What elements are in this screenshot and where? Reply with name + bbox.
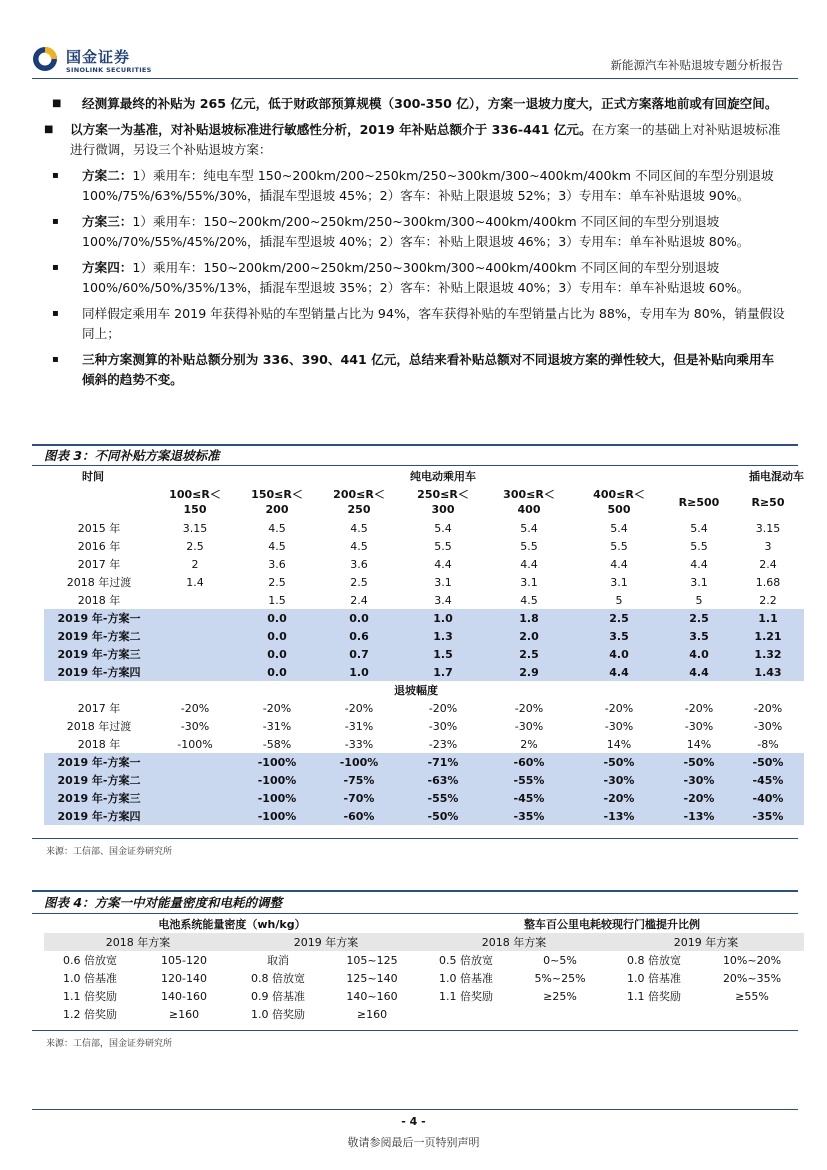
table-cell: -20% [684,701,714,715]
highlight-row [44,789,804,807]
decline-title: 退坡幅度 [394,684,438,697]
table-cell: 20%~35% [722,971,782,985]
table-cell: 取消 [267,954,289,967]
table-cell: ≥55% [735,989,769,1003]
table-cell: 4.0 [666,645,732,663]
table-cell: 0.6 [318,627,400,645]
table-cell: 0.9 倍基准 [251,990,305,1003]
table-cell: 1.5 [400,645,486,663]
range-header-line1: R≥50 [751,495,785,509]
table-cell: ≥160 [356,1007,388,1021]
bullet-4: ▪ 方案三：1）乘用车：150~200km/200~250km/250~300km/300~400km/400km 不同区间的车型分别退坡 100%/70%/55%/45%/20%，插混车型退坡 40%；2）客车：补贴上限退坡 46%；3）专用车：单车补贴退坡 80%。 [52,214,750,249]
table-cell: 2.4 [759,557,777,571]
row-label: 2019 年-方案四 [44,807,154,825]
table-cell: 0.0 [236,627,318,645]
table-cell: -23% [428,737,458,751]
table-cell: -100% [236,807,318,825]
highlight-row [44,609,804,627]
scheme-header: 2019 年方案 [608,933,804,951]
table-cell [154,771,236,789]
table-cell: 1.5 [268,593,286,607]
table-cell: -30% [666,771,732,789]
row-label: 2019 年-方案三 [44,789,154,807]
table-cell: -30% [604,719,634,733]
table4-title: 图表 4：方案一中对能量密度和电耗的调整 [44,895,283,910]
group-header-bev: 纯电动乘用车 [410,470,476,483]
table-cell: -45% [486,789,572,807]
bullet-text: 1）乘用车：纯电车型 150~200km/200~250km/250~300km/300~400km/400km 不同区间的车型分别退坡 100%/75%/63%/55%/30%，插混车型退坡 45%；2）客车：补贴上限退坡 52%；3）专用车：单车补贴退坡 90%。 [82,168,774,203]
table4-title-rule [32,913,798,914]
table-cell: 3.6 [350,557,368,571]
table-cell: -75% [318,771,400,789]
decline-title-row [44,681,804,699]
table-cell: 2.5 [572,609,666,627]
table-cell: 4.5 [268,521,286,535]
table-cell: -100% [318,753,400,771]
row-label: 2018 年过渡 [66,576,132,589]
table-cell: -70% [318,789,400,807]
table-cell [154,645,236,663]
table-cell: 0.8 倍放宽 [251,972,305,985]
row-label: 2019 年-方案四 [44,663,154,681]
table-cell: -100% [236,789,318,807]
table-cell: 1.43 [732,663,804,681]
table-cell: 1.1 倍奖励 [63,990,117,1003]
table-cell: 2.2 [759,593,777,607]
table-cell: -71% [400,753,486,771]
table-cell: 1.0 [318,663,400,681]
range-header [732,485,804,519]
disclaimer-note: 敬请参阅最后一页特别声明 [347,1136,480,1149]
table-cell: 2.4 [350,593,368,607]
table-row [44,699,804,717]
table-cell: -30% [428,719,458,733]
range-header [318,485,400,519]
page-number: - 4 - [401,1115,426,1128]
table-cell: 1.21 [732,627,804,645]
bullet-bold-text: 方案二： [82,168,133,183]
bullet-text: 1）乘用车：150~200km/200~250km/250~300km/300~400km/400km 不同区间的车型分别退坡 100%/60%/50%/35%/13%，插混车型退坡 35%；2）客车：补贴上限退坡 40%；3）专用车：单车补贴退坡 60%。 [82,260,750,295]
table-cell: -20% [604,701,634,715]
table-cell: 3.1 [690,575,708,589]
table-cell [608,1005,700,1023]
table-cell [154,789,236,807]
table-cell: -20% [344,701,374,715]
row-label: 2015 年 [77,522,121,535]
table-cell: 5.4 [690,521,708,535]
table-cell: 1.7 [400,663,486,681]
table-cell: -63% [400,771,486,789]
table-row [44,735,804,753]
table-cell: -30% [180,719,210,733]
scheme-header: 2019 年方案 [232,933,420,951]
table-cell: -13% [572,807,666,825]
table-cell: 0.8 倍放宽 [627,954,681,967]
table-cell: -60% [486,753,572,771]
table-cell: ≥160 [168,1007,200,1021]
table-cell [154,663,236,681]
range-header-line1: R≥500 [678,495,720,509]
table-cell: 5.5 [434,539,452,553]
row-label: 2016 年 [77,540,121,553]
report-title: 新能源汽车补贴退坡专题分析报告 [610,58,783,72]
table-cell: -30% [514,719,544,733]
row-label: 2019 年-方案一 [44,753,154,771]
range-header-line1: 250≤R＜ [417,488,469,501]
bullet-bold-text: 以方案一为基准，对补贴退坡标准进行敏感性分析，2019 年补贴总额介于 336-441 亿元。 [70,122,592,137]
table-cell: 0.5 倍放宽 [439,954,493,967]
row-label: 2019 年-方案一 [44,609,154,627]
table3-title: 图表 3：不同补贴方案退坡标准 [44,448,220,463]
range-header-line1: 300≤R＜ [503,488,555,501]
range-header [572,485,666,519]
table-cell: -55% [400,789,486,807]
table-cell: 1.2 倍奖励 [63,1008,117,1021]
col-header-time: 时间 [82,470,104,483]
group-header-power-consumption: 整车百公里电耗较现行门槛提升比例 [524,918,700,931]
table-cell: 5.5 [520,539,538,553]
table-cell: -8% [757,737,779,751]
table-cell: -30% [572,771,666,789]
table4-bottom-rule [32,1030,798,1031]
table-cell: 4.4 [666,663,732,681]
table-cell [154,627,236,645]
bullet-7: ▪ 三种方案测算的补贴总额分别为 336、390、441 亿元，总结来看补贴总额对不同退坡方案的弹性较大，但是补贴向乘用车倾斜的趋势不变。 [52,352,775,387]
bullet-bold-text: 方案三： [82,214,133,229]
table-cell: 105~125 [346,953,398,967]
empty-cell [44,681,154,699]
table-cell: 3.15 [755,521,781,535]
row-label: 2017 年 [77,702,121,715]
table-cell: 5.4 [610,521,628,535]
table-cell: 1.8 [486,609,572,627]
table-cell: 5 [615,593,623,607]
table-cell: 1.0 倍奖励 [251,1008,305,1021]
subsidy-standard-table [44,467,804,825]
table-subheader-row [44,933,804,951]
table-cell: -55% [486,771,572,789]
range-header-line2: 150 [183,503,207,516]
table-row [44,591,804,609]
range-header-line1: 200≤R＜ [333,488,385,501]
bullet-text: 同样假定乘用车 2019 年获得补贴的车型销量占比为 94%，客车获得补贴的车型销量占比为 88%，专用车为 80%，销量假设同上； [82,306,785,341]
table-cell [512,1005,608,1023]
table-cell: 5.4 [520,521,538,535]
table-cell: 1.4 [186,575,204,589]
table-cell: -20% [262,701,292,715]
table-cell: 2.0 [486,627,572,645]
energy-density-table [44,915,804,1023]
footer-divider [32,1109,798,1110]
table-cell: 1.1 [732,609,804,627]
table-cell: 3.5 [666,627,732,645]
table-cell: -20% [572,789,666,807]
table-cell: 1.1 倍奖励 [627,990,681,1003]
table-cell: 0.0 [236,663,318,681]
table-cell: 2.9 [486,663,572,681]
table-cell: -60% [318,807,400,825]
table-cell: 125~140 [346,971,398,985]
table-row [44,519,804,537]
table-cell: 4.4 [572,663,666,681]
logo-text-en: SINOLINK SECURITIES [66,66,152,74]
table-cell: 1.0 倍基准 [627,972,681,985]
table-cell: -20% [666,789,732,807]
table-cell: -100% [236,771,318,789]
range-header-line1: 150≤R＜ [251,488,303,501]
bullet-text: 1）乘用车：150~200km/200~250km/250~300km/300~400km/400km 不同区间的车型分别退坡 100%/70%/55%/45%/20%，插混车型退坡 40%；2）客车：补贴上限退坡 46%；3）专用车：单车补贴退坡 80%。 [82,214,750,249]
table-cell: 3.1 [520,575,538,589]
row-label: 2019 年-方案三 [44,645,154,663]
highlight-row [44,663,804,681]
range-header-line2: 400 [517,503,541,516]
range-header-line2: 200 [265,503,289,516]
row-label: 2018 年 [77,594,121,607]
highlight-row [44,627,804,645]
table-header-row [44,467,804,485]
bullet-5: ▪ 方案四：1）乘用车：150~200km/200~250km/250~300km/300~400km/400km 不同区间的车型分别退坡 100%/60%/50%/35%/13%，插混车型退坡 35%；2）客车：补贴上限退坡 40%；3）专用车：单车补贴退坡 60%。 [52,260,750,295]
table4-source: 来源：工信部，国金证券研究所 [46,1039,173,1049]
table-cell: 1.68 [755,575,781,589]
bullet-text: 在方案一的基础上对补贴退坡标准进行微调，另设三个补贴退坡方案： [70,122,781,157]
table-cell: 4.5 [350,539,368,553]
table-cell: -30% [684,719,714,733]
table-cell [154,609,236,627]
range-header-line1: 100≤R＜ [169,488,221,501]
table-cell: ≥25% [543,989,577,1003]
table-cell: 0.7 [318,645,400,663]
table-row [44,555,804,573]
table-cell: 4.4 [434,557,452,571]
table-cell: -40% [732,789,804,807]
page-header [0,0,827,78]
table-cell: 14% [606,737,632,751]
range-header-line2: 500 [607,503,631,516]
table-cell: 2 [191,557,199,571]
highlight-row [44,753,804,771]
table-cell: 5.5 [610,539,628,553]
logo-text-cn: 国金证券 [66,48,131,66]
table-cell: -31% [262,719,292,733]
table-cell: 3.15 [182,521,208,535]
table-cell: 4.5 [268,539,286,553]
table-cell: 2% [520,737,538,751]
table-cell: -35% [732,807,804,825]
table-cell: 14% [686,737,712,751]
table-cell: -20% [753,701,783,715]
table-cell [420,1005,512,1023]
table-cell [154,591,236,609]
table-cell: 4.5 [520,593,538,607]
range-header [666,485,732,519]
table-cell: -50% [666,753,732,771]
table-cell: 1.0 [400,609,486,627]
table-cell: 105-120 [161,953,207,967]
table-cell: -50% [400,807,486,825]
table-cell: 4.0 [572,645,666,663]
table-cell: 5.4 [434,521,452,535]
bullet-6: ▪ 同样假定乘用车 2019 年获得补贴的车型销量占比为 94%，客车获得补贴的车型销量占比为 88%，专用车为 80%，销量假设同上； [52,306,785,341]
highlight-row [44,771,804,789]
table-row [44,951,804,969]
table-cell: 2.5 [666,609,732,627]
highlight-row [44,645,804,663]
empty-cell [44,485,154,519]
group-header-phev: 插电混动车 [749,470,804,483]
table-row [44,1005,804,1023]
scheme-header: 2018 年方案 [44,933,232,951]
table-cell: -50% [732,753,804,771]
table-cell: 4.4 [690,557,708,571]
table-header-row [44,915,804,933]
table-cell: 0.6 倍放宽 [63,954,117,967]
bullet-section [46,94,786,396]
sinolink-logo-icon [32,46,58,72]
table-cell: 10%~20% [722,953,782,967]
table3-source: 来源：工信部、国金证券研究所 [46,847,173,857]
row-label: 2018 年 [77,738,121,751]
highlight-row [44,807,804,825]
table-cell: -100% [236,753,318,771]
table-cell: 4.4 [520,557,538,571]
table-cell: 2.5 [268,575,286,589]
row-label: 2017 年 [77,558,121,571]
table-cell: 5 [695,593,703,607]
header-divider [32,78,798,79]
bullet-2: ■ 以方案一为基准，对补贴退坡标准进行敏感性分析，2019 年补贴总额介于 336-441 亿元。在方案一的基础上对补贴退坡标准进行微调，另设三个补贴退坡方案： [44,122,781,157]
table-subheader-row [44,485,804,519]
row-label: 2019 年-方案二 [44,771,154,789]
table-cell: 2.5 [350,575,368,589]
table-cell: 5.5 [690,539,708,553]
table-cell: 3.5 [572,627,666,645]
table-cell: 1.32 [732,645,804,663]
table-cell: 1.0 倍基准 [439,972,493,985]
table-cell [154,753,236,771]
table-cell: 3.4 [434,593,452,607]
table-cell: 4.5 [350,521,368,535]
table-cell: -33% [344,737,374,751]
scheme-header: 2018 年方案 [420,933,608,951]
table-cell: 3.6 [268,557,286,571]
table-cell: -30% [753,719,783,733]
table-row [44,573,804,591]
table-cell: 1.1 倍奖励 [439,990,493,1003]
table-cell: -58% [262,737,292,751]
range-header [236,485,318,519]
table-cell: 4.4 [610,557,628,571]
table-row [44,969,804,987]
table-cell [154,807,236,825]
table-cell: 0.0 [318,609,400,627]
table-cell: 120-140 [161,971,207,985]
range-header [486,485,572,519]
range-header-line2: 250 [347,503,371,516]
table-cell: 3.1 [610,575,628,589]
table-cell: 140~160 [346,989,398,1003]
table-cell: 0.0 [236,645,318,663]
range-header-line2: 300 [431,503,455,516]
row-label: 2018 年过渡 [66,720,132,733]
table-row [44,537,804,555]
table-cell: 5%~25% [534,971,586,985]
table-cell: -35% [486,807,572,825]
bullet-3: ▪ 方案二：1）乘用车：纯电车型 150~200km/200~250km/250~300km/300~400km/400km 不同区间的车型分别退坡 100%/75%/63%/55%/30%，插混车型退坡 45%；2）客车：补贴上限退坡 52%；3）专用车：单车补贴退坡 90%。 [52,168,774,203]
table-cell: 1.0 倍基准 [63,972,117,985]
table-cell: -100% [177,737,213,751]
table-cell: -20% [514,701,544,715]
table-cell: 3 [764,539,772,553]
table-cell: 0~5% [543,953,577,967]
table-cell: 0.0 [236,609,318,627]
group-header-energy-density: 电池系统能量密度（wh/kg） [158,918,306,931]
table-row [44,717,804,735]
table-cell: -13% [666,807,732,825]
row-label: 2019 年-方案二 [44,627,154,645]
table-cell: 2.5 [486,645,572,663]
table-cell: -31% [344,719,374,733]
range-header [400,485,486,519]
table3-title-rule [32,465,798,466]
table-cell: 3.1 [434,575,452,589]
bullet-bold-text: 方案四： [82,260,133,275]
table-cell: -20% [428,701,458,715]
range-header-line1: 400≤R＜ [593,488,645,501]
table-cell: -45% [732,771,804,789]
table-cell: -20% [180,701,210,715]
table-cell: 140-160 [161,989,207,1003]
table-row [44,987,804,1005]
table-cell: -50% [572,753,666,771]
bullet-text: 三种方案测算的补贴总额分别为 336、390、441 亿元，总结来看补贴总额对不同退坡方案的弹性较大，但是补贴向乘用车倾斜的趋势不变。 [82,352,775,387]
bullet-1: ■ 经测算最终的补贴为 265 亿元，低于财政部预算规模（300-350 亿），方案一退坡力度大，正式方案落地前或有回旋空间。 [52,96,778,111]
table-cell: 2.5 [186,539,204,553]
table-cell: 1.3 [400,627,486,645]
range-header [154,485,236,519]
table-cell [700,1005,804,1023]
bullet-text: 经测算最终的补贴为 265 亿元，低于财政部预算规模（300-350 亿），方案一退坡力度大，正式方案落地前或有回旋空间。 [82,96,778,111]
table4-top-rule [32,890,798,892]
table3-bottom-rule [32,838,798,839]
